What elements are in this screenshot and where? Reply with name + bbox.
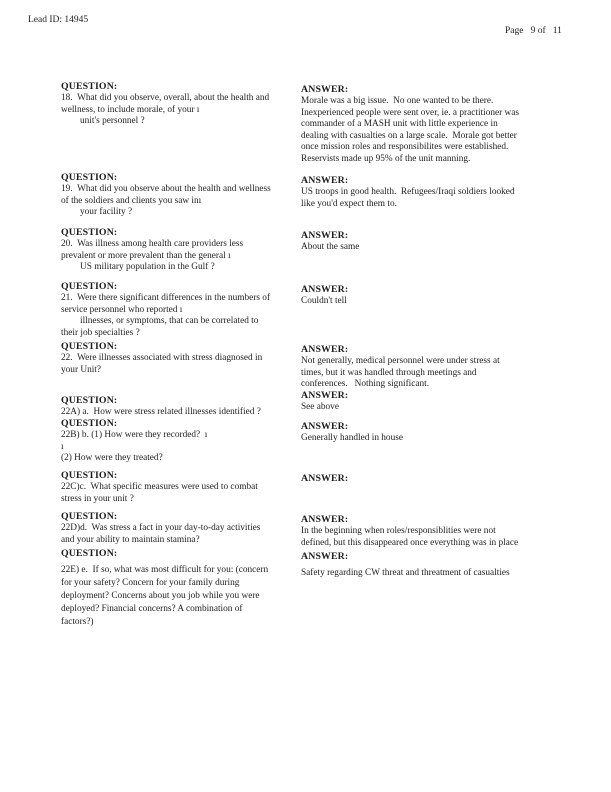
answer-line: conferences. Nothing significant. — [301, 379, 430, 389]
question-column — [61, 281, 300, 339]
question-line: factors?) — [61, 617, 94, 627]
question-line: your Unit? — [61, 364, 102, 375]
question-line: 22C)c. What specific measures were used to combat — [61, 482, 258, 492]
question-line: their job specialties ? — [61, 327, 140, 338]
answer-column — [301, 390, 576, 414]
answer-line: Couldn't tell — [301, 296, 347, 306]
answer-line: once mission roles and responsibilites were established. — [301, 142, 509, 152]
question-line: of the soldiers and clients you saw inı — [61, 195, 202, 206]
answer-line: Generally handled in house — [301, 433, 403, 443]
question-line: prevalent or more prevalent than the general ı — [61, 250, 231, 261]
answer-line: like you'd expect them to. — [301, 198, 397, 209]
question-line: 22B) b. (1) How were they recorded? ı — [61, 430, 208, 440]
question-line: deployed? Financial concerns? A combination of — [61, 604, 243, 614]
question-label: QUESTION: — [61, 548, 118, 559]
answer-column — [301, 473, 576, 485]
lead-id-header: Lead ID: 14945 — [28, 15, 89, 25]
answer-column — [301, 344, 576, 391]
question-column — [61, 341, 300, 376]
question-line: 20. Was illness among health care providers less — [61, 239, 244, 249]
question-column — [61, 418, 300, 465]
question-line: (2) How were they treated? — [61, 453, 163, 463]
question-line: ı — [61, 441, 64, 452]
answer-line: Not generally, medical personnel were under stress at — [301, 356, 500, 366]
question-line: US military population in the Gulf ? — [80, 262, 215, 272]
answer-label: ANSWER: — [301, 230, 349, 241]
answer-line: Morale was a big issue. No one wanted to be there. — [301, 96, 494, 106]
question-line: 19. What did you observe about the health and wellness — [61, 184, 271, 194]
answer-line: times, but it was handled through meetings and — [301, 367, 477, 378]
question-column — [61, 548, 300, 629]
answer-column — [301, 551, 576, 580]
answer-column — [301, 421, 576, 445]
question-line: unit's personnel ? — [80, 116, 145, 126]
question-line: 22E) e. If so, what was most difficult for you: (concern — [61, 565, 269, 575]
page-number-header: Page 9 of 11 — [505, 26, 562, 36]
question-line: wellness, to include morale, of your ı — [61, 104, 200, 115]
answer-line: US troops in good health. Refugees/Iraqi soldiers looked — [301, 187, 515, 197]
answer-label: ANSWER: — [301, 390, 349, 401]
answer-column — [301, 175, 576, 210]
question-label: QUESTION: — [61, 172, 118, 183]
answer-line: commander of a MASH unit with little experience in — [301, 119, 498, 129]
answer-label: ANSWER: — [301, 514, 349, 525]
question-column — [61, 172, 300, 219]
question-line: 21. Were there significant differences in the numbers of — [61, 293, 271, 303]
question-line: service personnel who reported ı — [61, 304, 183, 315]
answer-line: In the beginning when roles/responsiblities were not — [301, 526, 496, 536]
answer-label: ANSWER: — [301, 84, 349, 95]
answer-line: dealing with casualties on a large scale. Morale got better — [301, 130, 517, 141]
answer-label: ANSWER: — [301, 473, 349, 484]
question-column — [61, 470, 300, 505]
question-line: deployment? Concerns about you job while you were — [61, 591, 260, 601]
answer-line: Safety regarding CW threat and threatment of casualties — [301, 568, 510, 578]
answer-line: See above — [301, 402, 339, 412]
answer-line: Inexperienced people were sent over, ie. a practitioner was — [301, 107, 520, 118]
question-line: 22. Were illnesses associated with stress diagnosed in — [61, 353, 263, 363]
question-line: 18. What did you observe, overall, about the health and — [61, 93, 270, 103]
answer-label: ANSWER: — [301, 175, 349, 186]
answer-column — [301, 84, 576, 165]
answer-line: defined, but this disappeared once everything was in place — [301, 537, 519, 548]
question-label: QUESTION: — [61, 81, 118, 92]
question-column — [61, 81, 300, 128]
answer-label: ANSWER: — [301, 284, 349, 295]
question-label: QUESTION: — [61, 227, 118, 238]
question-line: your facility ? — [80, 207, 133, 217]
question-column — [61, 511, 300, 546]
question-label: QUESTION: — [61, 341, 118, 352]
answer-column — [301, 230, 576, 254]
answer-label: ANSWER: — [301, 421, 349, 432]
question-line: 22D)d. Was stress a fact in your day-to-day activities — [61, 523, 261, 533]
question-label: QUESTION: — [61, 511, 118, 522]
question-column — [61, 395, 300, 419]
answer-line: Reservists made up 95% of the unit manning. — [301, 153, 471, 164]
question-line: for your safety? Concern for your family during — [61, 578, 240, 588]
answer-label: ANSWER: — [301, 551, 349, 562]
question-line: and your ability to maintain stamina? — [61, 534, 200, 545]
question-line: illnesses, or symptoms, that can be correlated to — [80, 316, 259, 326]
question-line: 22A) a. How were stress related illnesses identified ? — [61, 407, 261, 417]
question-label: QUESTION: — [61, 470, 118, 481]
question-label: QUESTION: — [61, 281, 118, 292]
question-column — [61, 227, 300, 274]
question-label: QUESTION: — [61, 395, 118, 406]
answer-label: ANSWER: — [301, 344, 349, 355]
answer-column — [301, 284, 576, 308]
question-line: stress in your unit ? — [61, 493, 134, 504]
question-label: QUESTION: — [61, 418, 118, 429]
answer-column — [301, 514, 576, 549]
answer-line: About the same — [301, 242, 360, 252]
